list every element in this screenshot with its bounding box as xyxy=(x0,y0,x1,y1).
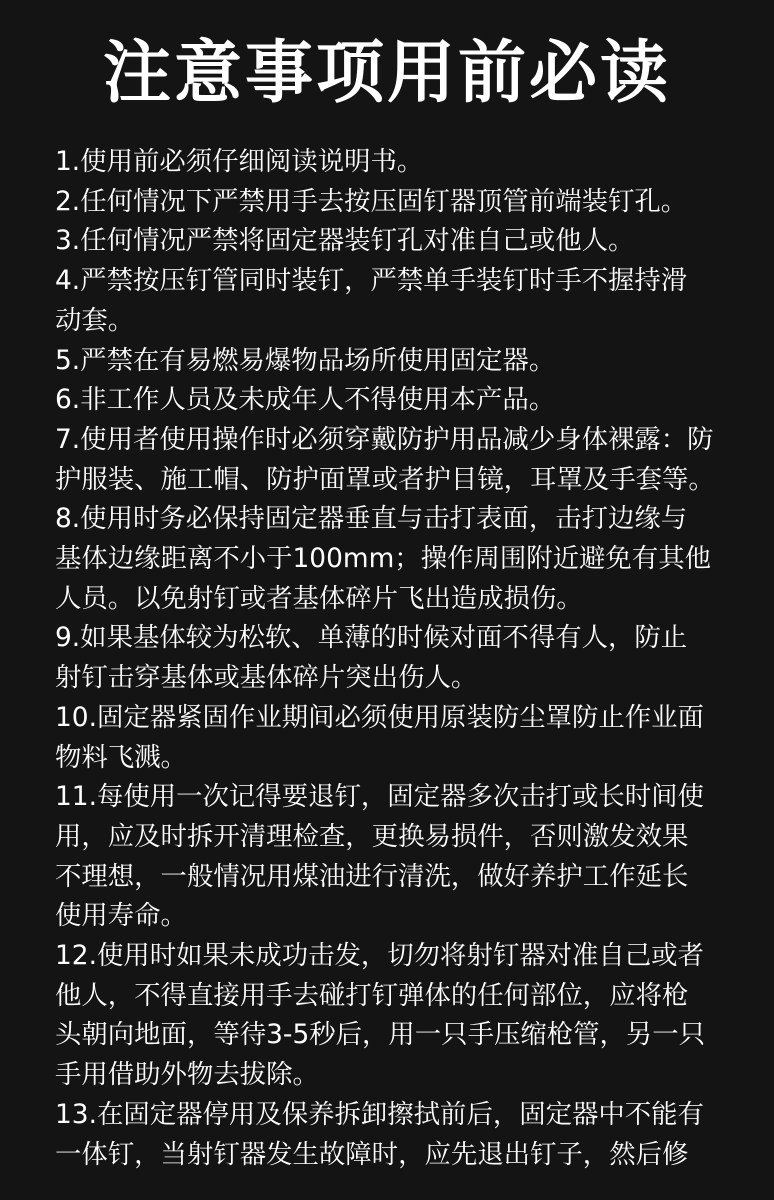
note-line: 8.使用时务必保持固定器垂直与击打表面，击打边缘与 xyxy=(55,503,688,535)
note-5 xyxy=(55,341,738,381)
note-line: 10.固定器紧固作业期间必须使用原装防尘罩防止作业面 xyxy=(55,701,704,733)
note-line: 用，应及时拆开清理检查，更换易损件，否则激发效果 xyxy=(55,820,689,852)
note-line: 3.任何情况严禁将固定器装钉孔对准自己或他人。 xyxy=(55,225,635,257)
note-line: 11.每使用一次记得要退钉，固定器多次击打或长时间使 xyxy=(55,781,704,813)
note-line: 不理想，一般情况用煤油进行清洗，做好养护工作延长 xyxy=(55,860,689,892)
note-13 xyxy=(55,1095,738,1174)
note-line: 5.严禁在有易燃易爆物品场所使用固定器。 xyxy=(55,344,556,376)
note-line: 手用借助外物去拔除。 xyxy=(55,1059,319,1091)
note-line: 13.在固定器停用及保养拆卸擦拭前后，固定器中不能有 xyxy=(55,1098,704,1130)
note-11 xyxy=(55,777,738,936)
note-2 xyxy=(55,182,738,222)
note-10 xyxy=(55,698,738,777)
note-line: 一体钉，当射钉器发生故障时，应先退出钉子，然后修 xyxy=(55,1138,689,1170)
note-8 xyxy=(55,499,738,618)
note-4 xyxy=(55,261,738,340)
note-line: 人员。以免射钉或者基体碎片飞出造成损伤。 xyxy=(55,582,583,614)
note-line: 他人，不得直接用手去碰打钉弹体的任何部位，应将枪 xyxy=(55,979,689,1011)
note-1 xyxy=(55,142,738,182)
note-7 xyxy=(55,420,738,499)
note-line: 2.任何情况下严禁用手去按压固钉器顶管前端装钉孔。 xyxy=(55,185,688,217)
note-6 xyxy=(55,380,738,420)
note-9 xyxy=(55,618,738,697)
note-line: 射钉击穿基体或基体碎片突出伤人。 xyxy=(55,662,478,694)
note-line: 头朝向地面，等待3-5秒后，用一只手压缩枪管，另一只 xyxy=(55,1019,706,1051)
note-line: 9.如果基体较为松软、单薄的时候对面不得有人，防止 xyxy=(55,622,688,654)
notes-list xyxy=(55,142,738,1174)
note-line: 7.使用者使用操作时必须穿戴防护用品减少身体裸露：防 xyxy=(55,423,714,455)
note-line: 使用寿命。 xyxy=(55,900,187,932)
note-line: 物料飞溅。 xyxy=(55,741,187,773)
note-line: 动套。 xyxy=(55,304,135,336)
note-line: 6.非工作人员及未成年人不得使用本产品。 xyxy=(55,384,556,416)
note-12 xyxy=(55,936,738,1095)
page-title: 注意事项用前必读 xyxy=(102,34,671,113)
note-line: 护服装、施工帽、防护面罩或者护目镜，耳罩及手套等。 xyxy=(55,463,715,495)
note-3 xyxy=(55,221,738,261)
note-line: 基体边缘距离不小于100mm；操作周围附近避免有其他 xyxy=(55,543,711,575)
note-line: 1.使用前必须仔细阅读说明书。 xyxy=(55,146,424,177)
note-line: 12.使用时如果未成功击发，切勿将射钉器对准自己或者 xyxy=(55,940,704,972)
note-line: 4.严禁按压钉管同时装钉，严禁单手装钉时手不握持滑 xyxy=(55,265,688,297)
